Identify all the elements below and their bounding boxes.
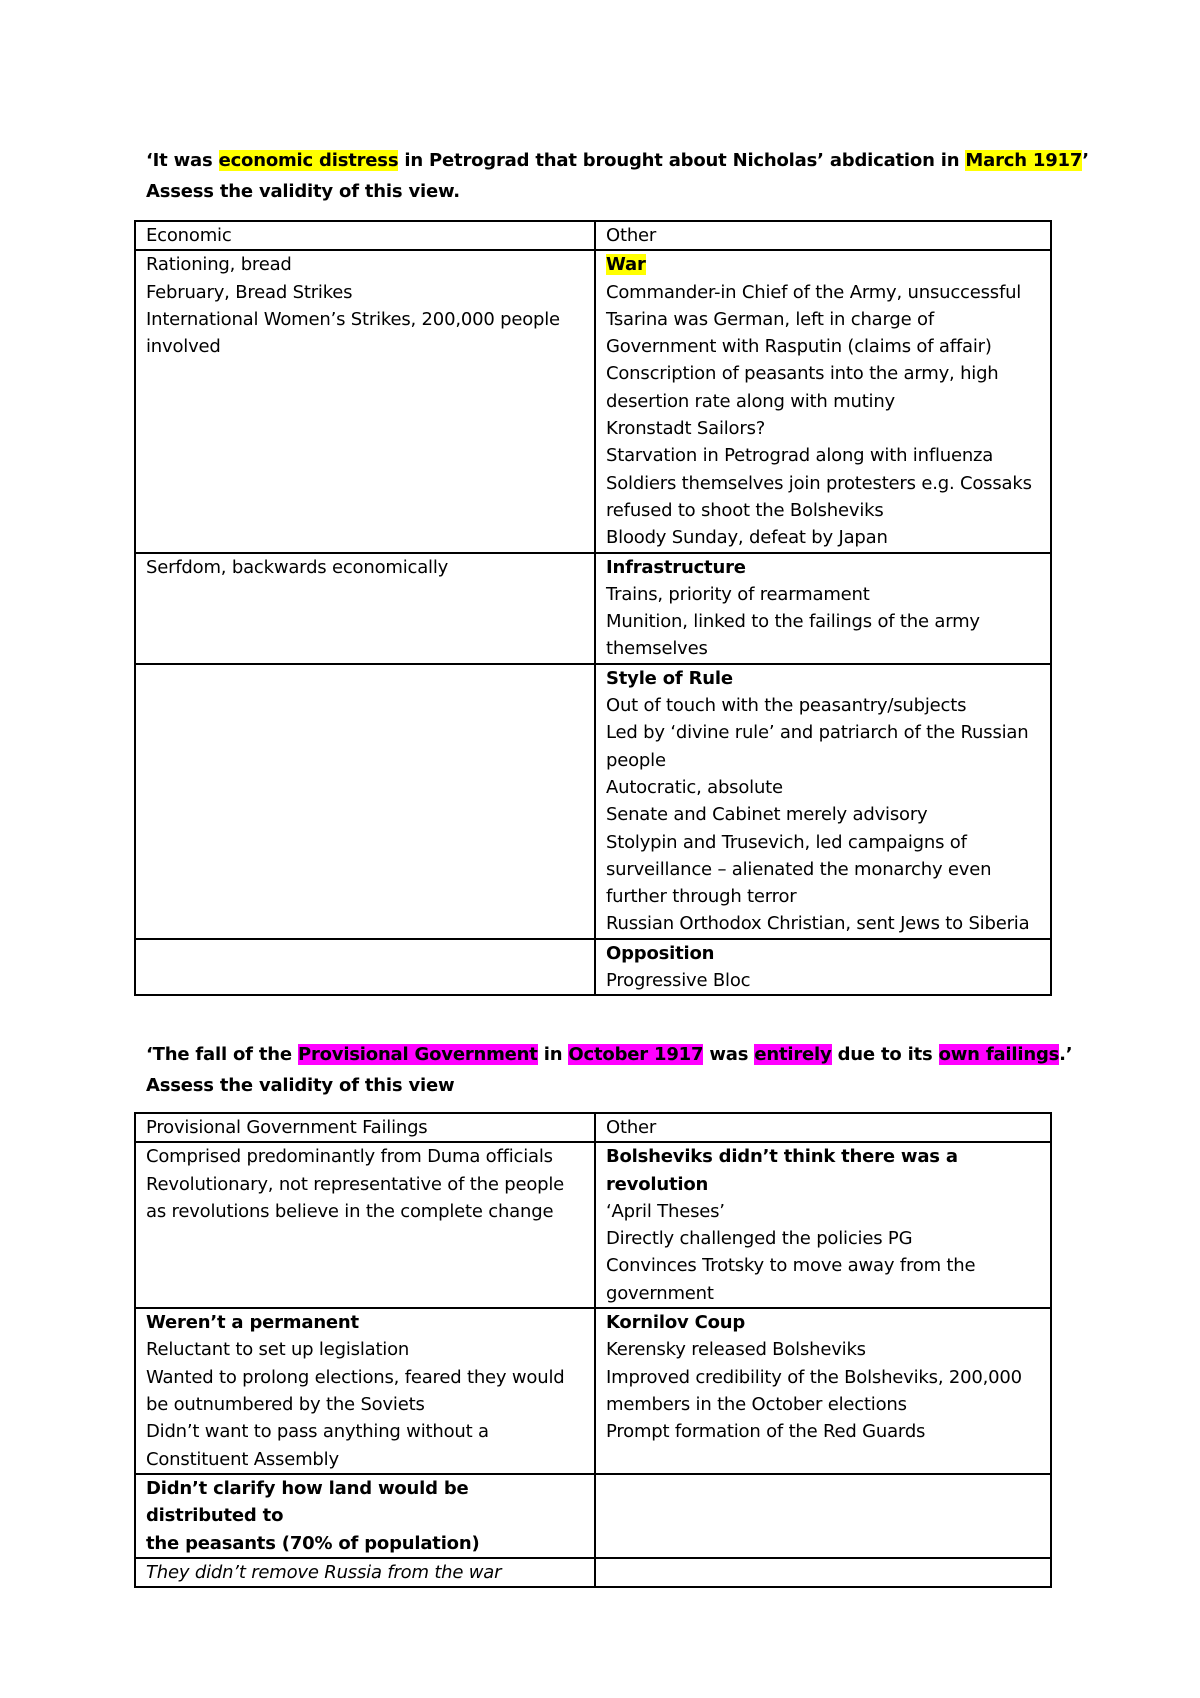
cell-line: Wanted to prolong elections, feared they would [146, 1366, 565, 1388]
cell-title-land: the peasants (70% of population) [146, 1532, 480, 1554]
cell-line: be outnumbered by the Soviets [146, 1393, 425, 1415]
cell-line: Serfdom, backwards economically [146, 556, 449, 578]
cell-line: International Women’s Strikes, 200,000 people [146, 308, 560, 330]
cell-title-opposition: Opposition [606, 942, 715, 964]
cell-other [595, 1308, 1051, 1474]
cell-line: Rationing, bread [146, 254, 292, 276]
cell-line: Kronstadt Sailors? [606, 418, 766, 440]
cell-line: Conscription of peasants into the army, high [606, 363, 999, 385]
q2-text: in [537, 1044, 569, 1065]
q1-text: in Petrograd that brought about Nicholas’ abdication in [398, 150, 966, 171]
table-header-row [135, 1113, 1051, 1142]
cell-economic-empty [135, 664, 595, 939]
cell-line: people [606, 749, 666, 771]
question2-prompt [146, 1040, 1072, 1070]
cell-line: desertion rate along with mutiny [606, 390, 896, 412]
cell-line: Kerensky released Bolsheviks [606, 1339, 866, 1361]
cell-line: involved [146, 336, 221, 358]
cell-line: as revolutions believe in the complete change [146, 1200, 554, 1222]
cell-pg-failings [135, 1142, 595, 1308]
cell-economic [135, 250, 595, 552]
table-row [135, 553, 1051, 664]
cell-line: Bloody Sunday, defeat by Japan [606, 527, 888, 549]
table-row [135, 1558, 1051, 1587]
cell-title-permanent: Weren’t a permanent [146, 1312, 359, 1334]
q2-highlight-october-1917: October 1917 [568, 1044, 704, 1065]
cell-line: Tsarina was German, left in charge of [606, 308, 934, 330]
table2 [134, 1112, 1052, 1588]
cell-line: refused to shoot the Bolsheviks [606, 499, 884, 521]
cell-other [595, 664, 1051, 939]
cell-other [595, 250, 1051, 552]
q2-text: ‘The fall of the [146, 1044, 298, 1065]
cell-pg-failings [135, 1558, 595, 1587]
cell-line: Improved credibility of the Bolsheviks, 200,000 [606, 1366, 1022, 1388]
q1-highlight-economic-distress: economic distress [218, 150, 399, 171]
cell-other [595, 939, 1051, 996]
question2-instruction: Assess the validity of this view [146, 1075, 455, 1096]
table-row [135, 1474, 1051, 1558]
cell-line: themselves [606, 638, 708, 660]
cell-line: Convinces Trotsky to move away from the [606, 1255, 976, 1277]
cell-line: Constituent Assembly [146, 1448, 339, 1470]
q2-highlight-provisional-government: Provisional Government [297, 1044, 538, 1065]
cell-line: Revolutionary, not representative of the people [146, 1173, 565, 1195]
header-other: Other [595, 1113, 1051, 1142]
cell-other-empty [595, 1558, 1051, 1587]
table-row [135, 1142, 1051, 1308]
cell-other-empty [595, 1474, 1051, 1558]
cell-line: Government with Rasputin (claims of affair) [606, 336, 992, 358]
q2-highlight-own-failings: own failings [938, 1044, 1060, 1065]
cell-economic [135, 553, 595, 664]
q2-text: .’ [1059, 1044, 1073, 1065]
table-row [135, 664, 1051, 939]
cell-line: Commander-in Chief of the Army, unsuccessful [606, 281, 1022, 303]
cell-title-kornilov-coup: Kornilov Coup [606, 1312, 746, 1334]
q2-text: due to its [831, 1044, 939, 1065]
cell-line: Soldiers themselves join protesters e.g. Cossaks [606, 472, 1032, 494]
cell-line: Out of touch with the peasantry/subjects [606, 695, 967, 717]
table-header-row [135, 221, 1051, 250]
cell-line: Stolypin and Trusevich, led campaigns of [606, 831, 967, 853]
table-row [135, 250, 1051, 552]
cell-line: Starvation in Petrograd along with influenza [606, 445, 994, 467]
q1-highlight-march-1917: March 1917 [965, 150, 1083, 171]
cell-title-style-of-rule: Style of Rule [606, 667, 733, 689]
q1-text: ’ [1082, 150, 1089, 171]
table1 [134, 220, 1052, 996]
q2-highlight-entirely: entirely [754, 1044, 832, 1065]
cell-pg-failings [135, 1308, 595, 1474]
header-other: Other [595, 221, 1051, 250]
cell-line: Munition, linked to the failings of the army [606, 611, 980, 633]
q1-text: ‘It was [146, 150, 219, 171]
cell-other [595, 1142, 1051, 1308]
cell-line: Trains, priority of rearmament [606, 583, 870, 605]
cell-title-land: Didn’t clarify how land would be distributed to [146, 1478, 469, 1527]
cell-line: Led by ‘divine rule’ and patriarch of the Russian [606, 722, 1029, 744]
cell-other [595, 553, 1051, 664]
header-economic: Economic [135, 221, 595, 250]
question1-instruction: Assess the validity of this view. [146, 181, 460, 202]
cell-economic-empty [135, 939, 595, 996]
question1-prompt [146, 146, 1089, 176]
cell-line: Russian Orthodox Christian, sent Jews to Siberia [606, 913, 1030, 935]
cell-line: surveillance – alienated the monarchy even [606, 858, 992, 880]
cell-pg-failings [135, 1474, 595, 1558]
cell-line: government [606, 1282, 714, 1304]
cell-line: Prompt formation of the Red Guards [606, 1421, 926, 1443]
cell-line: Senate and Cabinet merely advisory [606, 804, 928, 826]
cell-line: further through terror [606, 886, 797, 908]
cell-title-war: War [606, 254, 646, 276]
table-row [135, 939, 1051, 996]
cell-line: members in the October elections [606, 1393, 907, 1415]
cell-title-infrastructure: Infrastructure [606, 556, 746, 578]
cell-line: Progressive Bloc [606, 970, 751, 992]
cell-line: Reluctant to set up legislation [146, 1339, 410, 1361]
cell-line: ‘April Theses’ [606, 1200, 725, 1222]
table-row [135, 1308, 1051, 1474]
cell-line: Autocratic, absolute [606, 776, 783, 798]
cell-line: Comprised predominantly from Duma officials [146, 1146, 553, 1168]
cell-title-bolsheviks: Bolsheviks didn’t think there was a revolution [606, 1146, 958, 1195]
cell-line: Directly challenged the policies PG [606, 1228, 913, 1250]
cell-line: Didn’t want to pass anything without a [146, 1421, 489, 1443]
header-pg-failings: Provisional Government Failings [135, 1113, 595, 1142]
cell-line-italic: They didn’t remove Russia from the war [146, 1561, 502, 1583]
cell-line: February, Bread Strikes [146, 281, 353, 303]
q2-text: was [703, 1044, 755, 1065]
